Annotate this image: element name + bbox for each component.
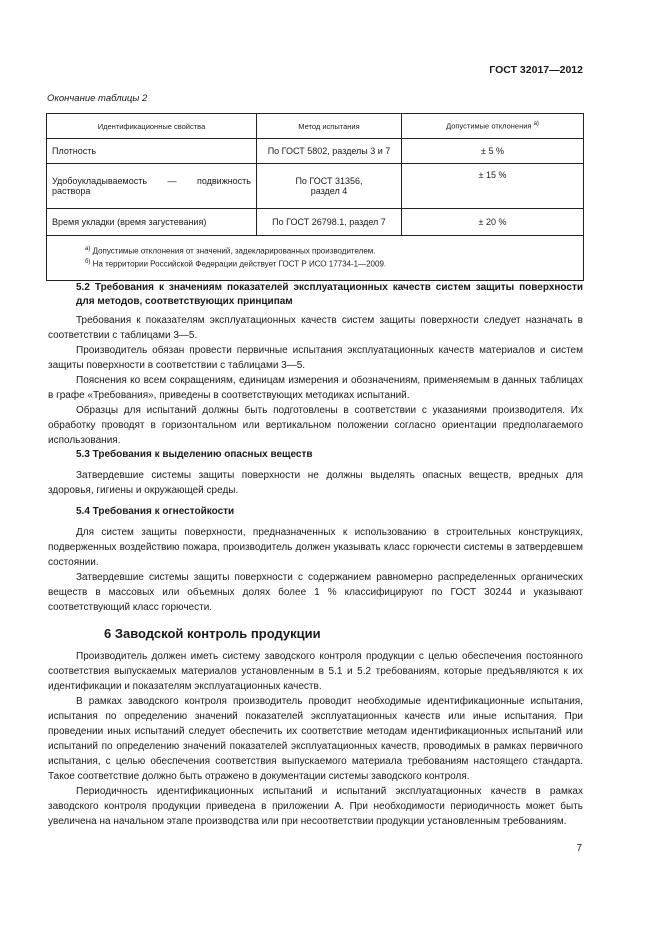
paragraph: Производитель должен иметь систему заводского контроля продукции с целью обеспечения постоянного соответствия выпускаемых материалов установленным в 5.1 и 5.2 требованиям, которые предъявляются к их идентификации и показателям эксплуатационных качеств. (48, 651, 583, 692)
section-5-2 (48, 281, 583, 448)
paragraph: Требования к показателям эксплуатационных качеств систем защиты поверхности следует назначать в соответствии с таблицами 3—5. (48, 315, 583, 341)
cell-property: Удобоукладываемость — подвижность раствора (47, 164, 257, 209)
page-number: 7 (576, 843, 582, 854)
note-a: $^{а)}$ Допустимые отклонения от значений, задекларированных производителем. (85, 246, 376, 256)
table-notes (47, 236, 584, 281)
paragraph: Пояснения ко всем сокращениям, единицам измерения и обозначениям, применяемым в данных таблицах в графе «Требования», приведены в соответствующих методиках испытаний. (48, 375, 583, 401)
section-6 (48, 626, 583, 829)
paragraph: Периодичность идентификационных испытаний и испытаний эксплуатационных качеств в рамках заводского контроля продукции приведена в приложении А. При необходимости периодичность может быть увеличена на начальном этапе производства или при несоответствии продукции установленным требованиям. (48, 786, 583, 827)
cell-deviation: ± 20 % (402, 209, 584, 236)
table-row (47, 209, 584, 236)
section-5-4 (48, 505, 583, 615)
doc-header-id: ГОСТ 32017—2012 (489, 64, 583, 76)
col-header-method: Метод испытания (257, 114, 402, 139)
table-row (47, 164, 584, 209)
cell-deviation: ± 5 % (402, 139, 584, 164)
table-header-row (47, 114, 584, 139)
table-notes-row (47, 236, 584, 281)
note-b: $^{б)}$ На территории Российской Федерации действует ГОСТ Р ИСО 17734-1—2009. (85, 258, 387, 269)
table-caption: Окончание таблицы 2 (47, 93, 148, 104)
section-5-3-title: 5.3 Требования к выделению опасных веществ (76, 449, 313, 460)
col-header-deviation: Допустимые отклонения $^{а)}$ (402, 114, 584, 139)
identification-properties-table (46, 113, 584, 281)
paragraph: Для систем защиты поверхности, предназначенных к использованию в строительных конструкциях, подверженных воздействию пожара, производитель должен указывать класс горючести системы в затвердевшем состоянии. (48, 527, 583, 568)
paragraph: Производитель обязан провести первичные испытания эксплуатационных качеств материалов и систем защиты поверхности в соответствии с таблицами 3—5. (48, 345, 583, 371)
cell-method: По ГОСТ 31356, раздел 4 (257, 164, 402, 209)
section-5-2-title: 5.2 Требования к значениям показателей эксплуатационных качеств систем защиты поверхности для методов, соответствующих принципам (76, 282, 583, 307)
cell-deviation: ± 15 % (402, 164, 584, 209)
cell-property: Время укладки (время загустевания) (47, 209, 257, 236)
cell-property: Плотность (47, 139, 257, 164)
cell-method: По ГОСТ 26798.1, раздел 7 (257, 209, 402, 236)
section-6-title: 6 Заводской контроль продукции (104, 626, 321, 641)
section-5-3 (48, 448, 583, 498)
paragraph: Затвердевшие системы защиты поверхности не должны выделять опасных веществ, вредных для здоровья, гигиены и окружающей среды. (48, 470, 583, 496)
section-5-4-title: 5.4 Требования к огнестойкости (76, 506, 235, 517)
table-row (47, 139, 584, 164)
paragraph: Затвердевшие системы защиты поверхности с содержанием равномерно распределенных органических веществ в массовых или объемных долях более 1 % классифицируют по ГОСТ 30244 и указывают соответствующий класс горючести. (48, 572, 583, 613)
cell-method: По ГОСТ 5802, разделы 3 и 7 (257, 139, 402, 164)
col-header-properties: Идентификационные свойства (47, 114, 257, 139)
paragraph: Образцы для испытаний должны быть подготовлены в соответствии с указаниями производителя. Их обработку проводят в горизонтальном или вертикальном положении согласно ориентации предполагаемого использования. (48, 405, 583, 446)
paragraph: В рамках заводского контроля производитель проводит необходимые идентификационные испытания, испытания по определению значений показателей эксплуатационных качеств или иные испытания. При проведении иных испытаний следует обеспечить их соответствие методам идентификационных испытаний или испытаний по определению значений показателей эксплуатационных качеств, проводимых в рамках первичного испытания, с целью обеспечения соответствия выпускаемого материала требованиям настоящего стандарта. Такое соответствие должно быть отражено в документации системы заводского контроля. (48, 696, 583, 782)
